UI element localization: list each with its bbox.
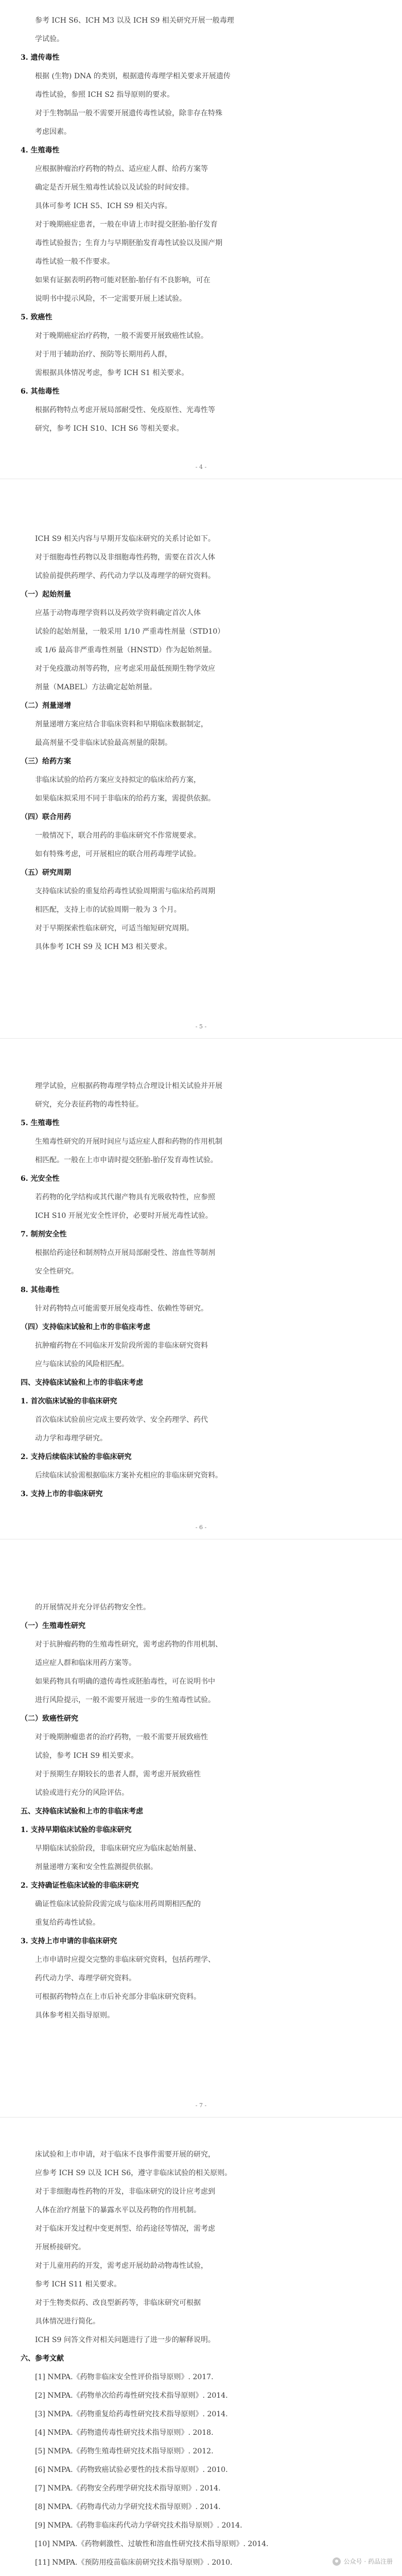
text-line: 人体在治疗剂量下的暴露水平以及药物的作用机制。 [35, 2206, 201, 2214]
text-line: [5] NMPA.《药物生殖毒性研究技术指导原则》. 2012. [35, 2447, 214, 2455]
text-line: 对于晚期癌症治疗药物，一般不需要开展致癌性试验。 [35, 332, 208, 340]
section-heading: 5. 致癌性 [21, 313, 53, 321]
text-line: 需根据具体情况考虑，参考 ICH S1 相关要求。 [35, 369, 189, 377]
text-line: 参考 ICH S11 相关要求。 [35, 2280, 121, 2289]
section-heading: 3. 支持上市申请的非临床研究 [21, 1937, 117, 1945]
text-line: 试验的起始剂量，一般采用 1/10 严重毒性剂量（STD10） [35, 628, 225, 636]
text-line: 适应症人群和临床用药方案等。 [35, 1659, 136, 1667]
section-heading: 4. 生殖毒性 [21, 146, 60, 155]
section-heading: 6. 光安全性 [21, 1175, 60, 1183]
text-line: 动力学和毒理学研究。 [35, 1434, 107, 1443]
text-line: 进行风险提示，一般不需要开展进一步的生殖毒性试验。 [35, 1696, 215, 1704]
text-line: 应根据肿瘤治疗药物的特点、适应症人群、给药方案等 [35, 165, 208, 173]
text-line: 相匹配，支持上市的试验周期一般为 3 个月。 [35, 906, 181, 914]
section-heading: （四）联合用药 [21, 813, 71, 821]
text-line: 抗肿瘤药物在不同临床开发阶段所需的非临床研究资料 [35, 1342, 208, 1350]
text-line: 最高剂量不受非临床试验最高剂量的限制。 [35, 739, 172, 747]
section-heading: 1. 首次临床试验的非临床研究 [21, 1397, 117, 1405]
text-line: [3] NMPA.《药物重复给药毒性研究技术指导原则》. 2014. [35, 2410, 228, 2418]
text-line: [11] NMPA.《预防用疫苗临床前研究技术指导原则》. 2010. [35, 2558, 233, 2567]
text-line: 或 1/6 最高非严重毒性剂量（HNSTD）作为起始剂量。 [35, 646, 217, 654]
text-line: 具体可参考 ICH S5、ICH S9 相关内容。 [35, 202, 172, 210]
text-line: 对于非细胞毒性药物的开发，非临床研究的设计应考虑到 [35, 2188, 215, 2196]
text-line: 针对药物特点可能需要开展免疫毒性、依赖性等研究。 [35, 1304, 208, 1313]
watermark [333, 2557, 393, 2566]
section-heading: 5. 生殖毒性 [21, 1119, 60, 1127]
text-line: 应基于动物毒理学资料以及药效学资料确定首次人体 [35, 609, 201, 617]
text-line: 理学试验，应根据药物毒理学特点合理设计相关试验并开展 [35, 1082, 222, 1090]
text-line: 研究，参考 ICH S10、ICH S6 等相关要求。 [35, 425, 184, 433]
page-content [21, 11, 381, 438]
text-line: 对于晚期癌症患者，一般在申请上市时提交胚胎-胎仔发育 [35, 221, 218, 229]
text-line: 剂量（MABEL）方法确定起始剂量。 [35, 683, 157, 691]
text-line: 药代动力学、毒理学研究资料。 [35, 1974, 136, 1982]
text-line: 剂量递增方案应结合非临床资料和早期临床数据制定， [35, 720, 208, 728]
text-line: 支持临床试验的重复给药毒性试验周期需与临床给药周期 [35, 887, 215, 895]
text-line: 若药物的化学结构或其代谢产物具有光吸收特性，应参照 [35, 1193, 215, 1201]
section-heading: 1. 支持早期临床试验的非临床研究 [21, 1826, 132, 1834]
text-line: 具体参考相关指导原则。 [35, 2011, 114, 2020]
page-number: - 5 - [195, 1023, 207, 1030]
text-line: 如果有证据表明药物可能对胚胎-胎仔有不良影响，可在 [35, 276, 211, 284]
text-line: 试验或进行充分的风险评估。 [35, 1789, 129, 1797]
section-heading: （四）支持临床试验和上市的非临床考虑 [21, 1323, 150, 1331]
document-page [0, 0, 402, 479]
text-line: 生殖毒性研究的开展时间应与适应症人群和药物的作用机制 [35, 1138, 222, 1146]
watermark-text: 公众号 · 药品注册 [343, 2558, 393, 2565]
wechat-icon [333, 2557, 341, 2566]
document-page [0, 2134, 402, 2576]
text-line: 开展桥接研究。 [35, 2243, 85, 2251]
text-line: 试验，参考 ICH S9 相关要求。 [35, 1752, 138, 1760]
section-heading: 3. 支持上市的非临床研究 [21, 1490, 103, 1498]
page-content [21, 2145, 381, 2572]
text-line: 根据药物特点考虑开展局部耐受性、免疫原性、光毒性等 [35, 406, 215, 414]
text-line: 安全性研究。 [35, 1267, 78, 1276]
page-content [21, 530, 381, 956]
section-heading: 7. 制剂安全性 [21, 1230, 67, 1239]
text-line: 剂量递增方案和安全性监测提供依据。 [35, 1863, 158, 1871]
text-line: 对于早期探索性临床研究，可适当缩短研究周期。 [35, 924, 194, 933]
document-page [0, 518, 402, 1039]
text-line: 学试验。 [35, 35, 64, 43]
text-line: 上市申请时应提交完整的非临床研究资料，包括药理学、 [35, 1956, 215, 1964]
section-heading: （二）剂量递增 [21, 702, 71, 710]
text-line: 应与临床试验的风险相匹配。 [35, 1360, 129, 1368]
section-heading: （二）致癌性研究 [21, 1715, 78, 1723]
text-line: [9] NMPA.《药物非临床药代动力学研究技术指导原则》. 2014. [35, 2521, 242, 2530]
section-heading: 2. 支持确证性临床试验的非临床研究 [21, 1882, 139, 1890]
text-line: [8] NMPA.《药物毒代动力学研究技术指导原则》. 2014. [35, 2503, 221, 2511]
text-line: 可根据药物特点在上市后补充部分非临床研究资料。 [35, 1993, 201, 2001]
text-line: 如果药物具有明确的遗传毒性或胚胎毒性，可在说明书中 [35, 1677, 215, 1686]
text-line: 应参考 ICH S9 以及 ICH S6，遵守非临床试验的相关原则。 [35, 2169, 232, 2177]
text-line: 后续临床试验需根据临床方案补充相应的非临床研究资料。 [35, 1471, 222, 1480]
text-line: [2] NMPA.《药物单次给药毒性研究技术指导原则》. 2014. [35, 2392, 228, 2400]
text-line: 根据给药途径和制剂特点开展局部耐受性、溶血性等制剂 [35, 1249, 215, 1257]
text-line: [6] NMPA.《药物致癌试验必要性的技术指导原则》. 2010. [35, 2466, 228, 2474]
text-line: [1] NMPA.《药物非临床安全性评价指导原则》. 2017. [35, 2373, 214, 2381]
text-line: ICH S9 相关内容与早期开发临床研究的关系讨论如下。 [35, 535, 215, 543]
text-line: 床试验和上市申请，对于临床不良事件需要开展的研究， [35, 2150, 215, 2159]
text-line: 的开展情况并充分评估药物安全性。 [35, 1603, 150, 1612]
section-heading: （一）起始剂量 [21, 590, 71, 599]
text-line: 一般情况下，联合用药的非临床研究不作常规要求。 [35, 832, 201, 840]
text-line: 非临床试验的给药方案应支持拟定的临床给药方案， [35, 776, 201, 784]
text-line: 对于抗肿瘤药物的生殖毒性研究，需考虑药物的作用机制、 [35, 1640, 222, 1649]
text-line: 对于临床开发过程中变更剂型、给药途径等情况，需考虑 [35, 2225, 215, 2233]
text-line: [7] NMPA.《药物安全药理学研究技术指导原则》. 2014. [35, 2484, 221, 2493]
page-number: - 4 - [195, 464, 207, 470]
text-line: 如有特殊考虑，可开展相应的联合用药毒理学试验。 [35, 850, 201, 858]
text-line: 毒性试验，参照 ICH S2 指导原则的要求。 [35, 91, 174, 99]
text-line: 对于生物制品一般不需要开展遗传毒性试验，除非存在特殊 [35, 109, 222, 117]
section-heading: 五、支持临床试验和上市的非临床考虑 [21, 1807, 143, 1816]
text-line: 相匹配。一般在上市申请时提交胚胎-胎仔发育毒性试验。 [35, 1156, 218, 1164]
section-heading: 3. 遗传毒性 [21, 54, 60, 62]
text-line: 如果临床拟采用不同于非临床的给药方案，需提供依据。 [35, 794, 215, 803]
page-number: - 7 - [195, 2102, 207, 2109]
text-line: 具体参考 ICH S9 及 ICH M3 相关要求。 [35, 943, 172, 951]
text-line: 参考 ICH S6、ICH M3 以及 ICH S9 相关研究开展一般毒理 [35, 16, 234, 25]
section-heading: （一）生殖毒性研究 [21, 1622, 85, 1630]
text-line: 重复给药毒性试验。 [35, 1919, 100, 1927]
text-line: 毒性试验报告；生育力与早期胚胎发育毒性试验以及围产期 [35, 239, 222, 247]
text-line: ICH S9 问答文件对相关问题进行了进一步的解释说明。 [35, 2336, 215, 2344]
page-number: - 6 - [195, 1524, 207, 1531]
section-heading: 6. 其他毒性 [21, 387, 60, 396]
text-line: 确证性临床试验阶段需完成与临床用药周期相匹配的 [35, 1900, 201, 1908]
text-line: 早期临床试验阶段，非临床研究应为临床起始剂量、 [35, 1844, 201, 1853]
text-line: 根据 (生物) DNA 的类别，根据遗传毒理学相关要求开展遗传 [35, 72, 231, 80]
section-heading: 四、支持临床试验和上市的非临床考虑 [21, 1379, 143, 1387]
text-line: 对于用于辅助治疗、预防等长期用药人群， [35, 350, 172, 359]
text-line: 对于生物类似药、改良型新药等，非临床研究可根据 [35, 2299, 201, 2307]
text-line: ICH S10 开展光安全性评价，必要时开展光毒性试验。 [35, 1212, 213, 1220]
text-line: [4] NMPA.《药物遗传毒性研究技术指导原则》. 2018. [35, 2429, 214, 2437]
text-line: 对于晚期肿瘤患者的治疗药物，一般不需要开展致癌性 [35, 1733, 208, 1741]
document-page [0, 1587, 402, 2117]
section-heading: 2. 支持后续临床试验的非临床研究 [21, 1453, 132, 1461]
section-heading: 六、参考文献 [21, 2354, 64, 2363]
document-page [0, 1065, 402, 1539]
text-line: 对于儿童用药的开发，需考虑开展幼龄动物毒性试验， [35, 2262, 208, 2270]
text-line: 确定是否开展生殖毒性试验以及试验的时间安排。 [35, 183, 194, 192]
text-line: 对于预期生存期较长的患者人群，需考虑开展致癌性 [35, 1770, 201, 1778]
text-line: 说明书中提示风险，不一定需要开展上述试验。 [35, 295, 186, 303]
text-line: 试验前提供药理学、药代动力学以及毒理学的研究资料。 [35, 572, 215, 580]
text-line: 考虑因素。 [35, 128, 71, 136]
page-content [21, 1077, 381, 1503]
text-line: 对于细胞毒性药物以及非细胞毒性药物，需要在首次人体 [35, 553, 215, 562]
text-line: 对于免疫激动剂等药物，应考虑采用最低预期生物学效应 [35, 665, 215, 673]
text-line: 研究，充分表征药物的毒性特征。 [35, 1100, 143, 1109]
text-line: 具体情况进行简化。 [35, 2317, 100, 2326]
page-content [21, 1598, 381, 2025]
section-heading: （五）研究周期 [21, 869, 71, 877]
text-line: 首次临床试验前应完成主要药效学、安全药理学、药代 [35, 1416, 208, 1424]
section-heading: （三）给药方案 [21, 757, 71, 766]
text-line: 毒性试验一般不作要求。 [35, 258, 114, 266]
text-line: [10] NMPA.《药物刺激性、过敏性和溶血性研究技术指导原则》. 2014. [35, 2540, 269, 2548]
section-heading: 8. 其他毒性 [21, 1286, 60, 1294]
